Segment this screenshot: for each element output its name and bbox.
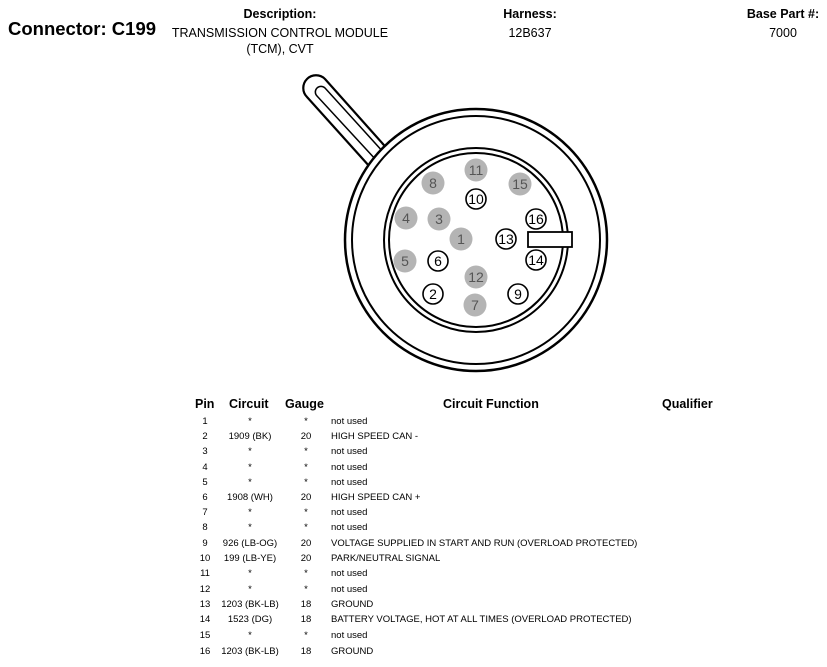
function-cell: HIGH SPEED CAN - xyxy=(331,431,419,442)
table-row xyxy=(0,414,827,429)
circuit-cell: * xyxy=(248,416,252,427)
pin-label: 3 xyxy=(435,211,443,227)
pin-cell: 1 xyxy=(202,416,208,427)
circuit-cell: 1909 (BK) xyxy=(228,431,272,442)
circuit-cell: * xyxy=(248,446,252,457)
pin-cell: 14 xyxy=(199,614,211,625)
table-row xyxy=(0,505,827,520)
pin-label: 10 xyxy=(468,191,484,207)
pin-cell: 12 xyxy=(199,584,211,595)
pin-cavity-6 xyxy=(428,251,448,271)
table-row xyxy=(0,597,827,612)
circuit-cell: * xyxy=(248,522,252,533)
circuit-cell: * xyxy=(248,477,252,488)
pin-cell: 7 xyxy=(202,507,208,518)
col-header-function: Circuit Function xyxy=(443,397,539,411)
pin-cell: 6 xyxy=(202,492,208,503)
gauge-cell: * xyxy=(304,446,308,457)
pin-label: 1 xyxy=(457,231,465,247)
circuit-cell: 1203 (BK-LB) xyxy=(221,599,279,610)
gauge-cell: * xyxy=(304,522,308,533)
pin-cavity-8 xyxy=(422,172,445,195)
pin-cavity-12 xyxy=(465,266,488,289)
col-header-pin: Pin xyxy=(195,397,215,411)
pin-cavity-11 xyxy=(465,159,488,182)
col-header-circuit: Circuit xyxy=(229,397,269,411)
circuit-cell: * xyxy=(248,507,252,518)
table-row xyxy=(0,475,827,490)
function-cell: not used xyxy=(331,630,368,641)
function-cell: not used xyxy=(331,462,368,473)
circuit-cell: 1908 (WH) xyxy=(227,492,273,503)
function-cell: not used xyxy=(331,477,368,488)
pin-label: 7 xyxy=(471,297,479,313)
pin-cell: 9 xyxy=(202,538,208,549)
gauge-cell: * xyxy=(304,416,308,427)
pin-cell: 4 xyxy=(202,462,208,473)
col-header-gauge: Gauge xyxy=(285,397,324,411)
harness-label: Harness: xyxy=(503,7,557,21)
base-part-value: 7000 xyxy=(769,26,797,40)
pin-cavity-2 xyxy=(423,284,443,304)
gauge-cell: * xyxy=(304,584,308,595)
pin-cavity-4 xyxy=(395,207,418,230)
circuit-cell: * xyxy=(248,584,252,595)
table-row xyxy=(0,460,827,475)
function-cell: not used xyxy=(331,446,368,457)
gauge-cell: 18 xyxy=(300,646,312,657)
base-part-label: Base Part #: xyxy=(746,7,820,21)
table-row xyxy=(0,490,827,505)
pin-label: 11 xyxy=(468,162,484,178)
function-cell: not used xyxy=(331,568,368,579)
pin-label: 14 xyxy=(528,252,544,268)
pin-label: 15 xyxy=(512,176,528,192)
table-row xyxy=(0,582,827,597)
harness-value: 12B637 xyxy=(508,26,552,40)
pin-cavity-14 xyxy=(526,250,546,270)
latch-arm-inner xyxy=(315,86,385,161)
pin-label: 16 xyxy=(528,211,544,227)
pin-cell: 10 xyxy=(199,553,211,564)
pin-label: 9 xyxy=(514,286,522,302)
pin-label: 5 xyxy=(401,253,409,269)
pin-cell: 15 xyxy=(199,630,211,641)
col-header-qualifier: Qualifier xyxy=(662,397,713,411)
function-cell: GROUND xyxy=(331,599,374,610)
circuit-cell: 1203 (BK-LB) xyxy=(221,646,279,657)
pin-cavity-7 xyxy=(464,294,487,317)
function-cell: GROUND xyxy=(331,646,374,657)
gauge-cell: 18 xyxy=(300,614,312,625)
pin-label: 8 xyxy=(429,175,437,191)
pin-cavity-1 xyxy=(450,228,473,251)
connector-housing xyxy=(303,75,607,371)
gauge-cell: 18 xyxy=(300,599,312,610)
function-cell: not used xyxy=(331,584,368,595)
pin-label: 2 xyxy=(429,286,437,302)
pin-cell: 5 xyxy=(202,477,208,488)
table-row xyxy=(0,628,827,643)
circuit-cell: * xyxy=(248,568,252,579)
function-cell: not used xyxy=(331,507,368,518)
table-row xyxy=(0,520,827,535)
description-line-1: TRANSMISSION CONTROL MODULE xyxy=(171,26,389,40)
circuit-cell: 199 (LB-YE) xyxy=(223,553,277,564)
circuit-cell: 1523 (DG) xyxy=(227,614,273,625)
pin-cavity-16 xyxy=(526,209,546,229)
pin-cavity-5 xyxy=(394,250,417,273)
pin-cell: 3 xyxy=(202,446,208,457)
gauge-cell: 20 xyxy=(300,553,312,564)
table-row xyxy=(0,444,827,459)
pin-cavity-9 xyxy=(508,284,528,304)
pin-cell: 16 xyxy=(199,646,211,657)
function-cell: not used xyxy=(331,416,368,427)
function-cell: PARK/NEUTRAL SIGNAL xyxy=(331,553,441,564)
function-cell: not used xyxy=(331,522,368,533)
pin-cavity-13 xyxy=(496,229,516,249)
pin-label: 6 xyxy=(434,253,442,269)
pin-cell: 8 xyxy=(202,522,208,533)
circuit-cell: * xyxy=(248,630,252,641)
gauge-cell: 20 xyxy=(300,492,312,503)
pin-label: 12 xyxy=(468,269,484,285)
description-line-2: (TCM), CVT xyxy=(246,42,314,56)
circuit-cell: 926 (LB-OG) xyxy=(222,538,278,549)
connector-title: Connector: C199 xyxy=(8,18,157,39)
table-row xyxy=(0,644,827,659)
table-row xyxy=(0,566,827,581)
pin-cell: 13 xyxy=(199,599,211,610)
circuit-cell: * xyxy=(248,462,252,473)
pin-cell: 11 xyxy=(200,568,210,579)
gauge-cell: 20 xyxy=(300,538,312,549)
function-cell: BATTERY VOLTAGE, HOT AT ALL TIMES (OVERLOAD PROTECTED) xyxy=(331,614,632,625)
function-cell: VOLTAGE SUPPLIED IN START AND RUN (OVERLOAD PROTECTED) xyxy=(331,538,638,549)
description-label: Description: xyxy=(243,7,317,21)
gauge-cell: * xyxy=(304,507,308,518)
pin-cavity-10 xyxy=(466,189,486,209)
table-row xyxy=(0,612,827,627)
gauge-cell: * xyxy=(304,630,308,641)
pin-cell: 2 xyxy=(202,431,208,442)
function-cell: HIGH SPEED CAN + xyxy=(331,492,421,503)
gauge-cell: * xyxy=(304,477,308,488)
pin-label: 4 xyxy=(402,210,410,226)
gauge-cell: * xyxy=(304,568,308,579)
table-row xyxy=(0,536,827,551)
pin-label: 13 xyxy=(498,231,514,247)
table-row xyxy=(0,551,827,566)
gauge-cell: 20 xyxy=(300,431,312,442)
pin-cavity-15 xyxy=(509,173,532,196)
pin-cavity-3 xyxy=(428,208,451,231)
gauge-cell: * xyxy=(304,462,308,473)
table-row xyxy=(0,429,827,444)
key-tab xyxy=(528,232,572,247)
